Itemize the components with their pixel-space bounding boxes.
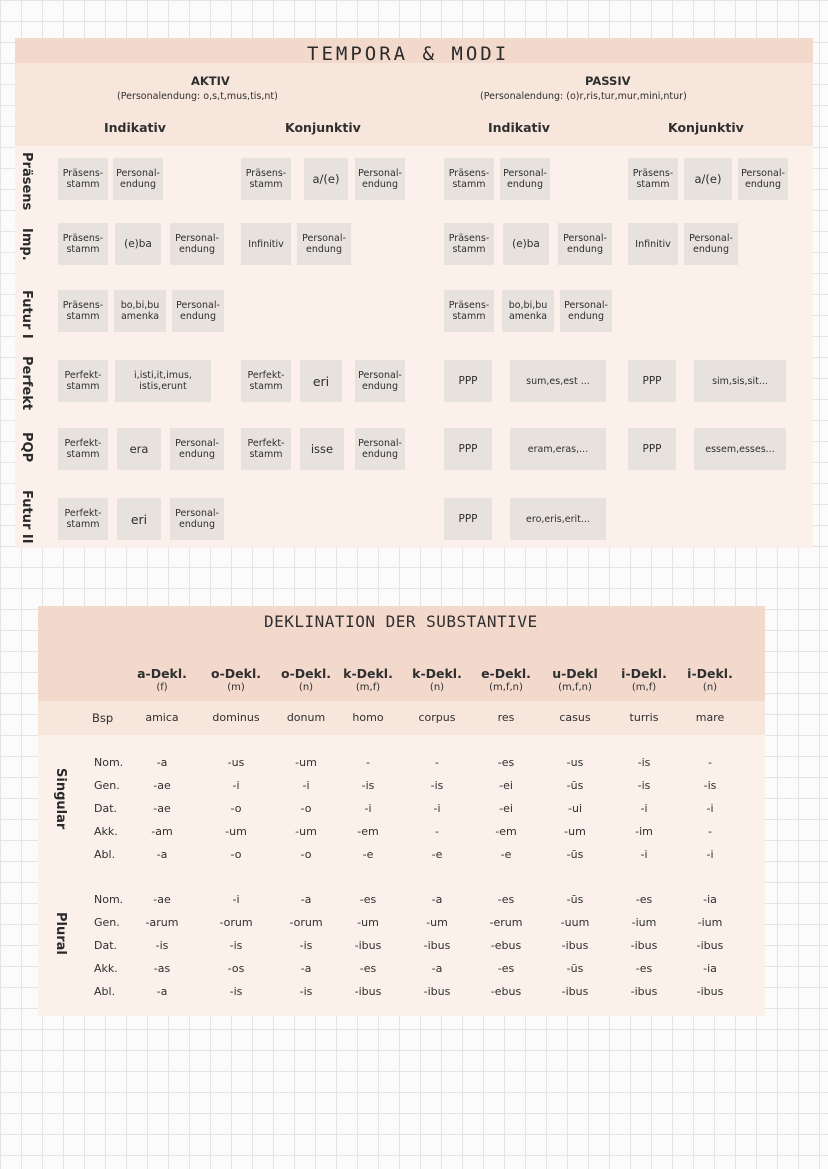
ending-cell: -ebus <box>490 985 522 998</box>
cell: Präsens-stamm <box>444 223 494 265</box>
ending-cell: -i <box>640 802 648 815</box>
cell: Personal-endung <box>170 223 224 265</box>
singular-case-label: Akk. <box>94 825 118 838</box>
column-genus: (n) <box>298 682 314 693</box>
pas-indikativ-heading: Indikativ <box>488 120 550 135</box>
ending-cell: -ae <box>153 893 171 906</box>
singular-case-label: Gen. <box>94 779 120 792</box>
cell: Präsens-stamm <box>444 290 494 332</box>
ending-cell: -ei <box>499 802 513 815</box>
ending-cell: -ibus <box>696 939 724 952</box>
cell: a/(e) <box>304 158 348 200</box>
ending-cell: -os <box>227 962 245 975</box>
ending-cell: -i <box>433 802 441 815</box>
ending-cell: -e <box>431 848 443 861</box>
cell: i,isti,it,imus, istis,erunt <box>115 360 211 402</box>
ending-cell: -um <box>357 916 379 929</box>
ending-cell: - <box>708 825 712 838</box>
cell: isse <box>300 428 344 470</box>
aktiv-label: AKTIV <box>191 74 230 88</box>
cell: PPP <box>444 428 492 470</box>
ending-cell: -ibus <box>423 985 451 998</box>
cell: Personal-endung <box>113 158 163 200</box>
cell: Personal-endung <box>560 290 612 332</box>
plural-case-label: Akk. <box>94 962 118 975</box>
cell: bo,bi,bu amenka <box>114 290 166 332</box>
ending-cell: -ūs <box>566 848 584 861</box>
ending-cell: -i <box>232 779 240 792</box>
plural-case-label: Dat. <box>94 939 118 952</box>
cell: Personal-endung <box>170 498 224 540</box>
ending-cell: -a <box>156 756 168 769</box>
ending-cell: -o <box>300 848 312 861</box>
cell: eri <box>300 360 342 402</box>
ending-cell: -am <box>151 825 173 838</box>
cell: Personal-endung <box>297 223 351 265</box>
ending-cell: -is <box>299 939 313 952</box>
ending-cell: -ium <box>631 916 657 929</box>
plural-label: Plural <box>53 912 68 955</box>
ending-cell: -ibus <box>561 985 589 998</box>
ending-cell: -uum <box>560 916 590 929</box>
tense-label-pqp: PQP <box>19 432 34 463</box>
ending-cell: -ae <box>153 802 171 815</box>
column-head: i-Dekl. <box>621 666 667 681</box>
cell: Präsens-stamm <box>628 158 678 200</box>
ending-cell: - <box>435 825 439 838</box>
singular-case-label: Dat. <box>94 802 118 815</box>
ending-cell: -i <box>232 893 240 906</box>
ending-cell: -is <box>229 985 243 998</box>
ending-cell: -um <box>225 825 247 838</box>
ending-cell: -ūs <box>566 893 584 906</box>
ending-cell: -im <box>635 825 653 838</box>
column-genus: (m) <box>227 682 245 693</box>
column-head: o-Dekl. <box>281 666 331 681</box>
ending-cell: -em <box>495 825 517 838</box>
ending-cell: -um <box>295 825 317 838</box>
ending-cell: -is <box>299 985 313 998</box>
cell: Präsens-stamm <box>444 158 494 200</box>
ending-cell: -is <box>703 779 717 792</box>
cell: era <box>117 428 161 470</box>
ending-cell: -i <box>302 779 310 792</box>
example-word: turris <box>629 711 659 724</box>
ending-cell: -o <box>300 802 312 815</box>
ending-cell: -as <box>153 962 171 975</box>
example-word: mare <box>695 711 725 724</box>
ending-cell: -a <box>431 893 443 906</box>
example-word: donum <box>286 711 326 724</box>
cell: Personal-endung <box>738 158 788 200</box>
ending-cell: -is <box>430 779 444 792</box>
cell: PPP <box>444 360 492 402</box>
deklination-title: DEKLINATION DER SUBSTANTIVE <box>264 612 538 631</box>
tense-label-futur1: Futur I <box>19 290 34 339</box>
column-genus: (f) <box>156 682 168 693</box>
ending-cell: -a <box>431 962 443 975</box>
cell: Personal-endung <box>500 158 550 200</box>
ending-cell: -ia <box>703 893 717 906</box>
cell: Perfekt-stamm <box>58 360 108 402</box>
cell: Infinitiv <box>628 223 678 265</box>
ending-cell: -i <box>364 802 372 815</box>
cell: PPP <box>444 498 492 540</box>
column-head: k-Dekl. <box>343 666 393 681</box>
ending-cell: -o <box>230 802 242 815</box>
ending-cell: -ibus <box>423 939 451 952</box>
bsp-label: Bsp <box>92 711 114 725</box>
ending-cell: -um <box>295 756 317 769</box>
column-head: i-Dekl. <box>687 666 733 681</box>
ending-cell: -es <box>359 962 377 975</box>
singular-case-label: Nom. <box>94 756 124 769</box>
singular-case-label: Abl. <box>94 848 116 861</box>
ending-cell: -us <box>227 756 245 769</box>
cell: (e)ba <box>503 223 549 265</box>
example-word: dominus <box>212 711 260 724</box>
ending-cell: -a <box>300 893 312 906</box>
cell: Perfekt-stamm <box>58 428 108 470</box>
column-genus: (m,f,n) <box>489 682 523 693</box>
ending-cell: -ium <box>697 916 723 929</box>
cell: Perfekt-stamm <box>241 428 291 470</box>
example-word: casus <box>559 711 591 724</box>
cell: a/(e) <box>684 158 732 200</box>
ending-cell: -ibus <box>561 939 589 952</box>
ending-cell: -ia <box>703 962 717 975</box>
ending-cell: - <box>366 756 370 769</box>
cell: Personal-endung <box>355 428 405 470</box>
cell: Perfekt-stamm <box>241 360 291 402</box>
ending-cell: -ei <box>499 779 513 792</box>
cell: Präsens-stamm <box>241 158 291 200</box>
plural-case-label: Abl. <box>94 985 116 998</box>
ending-cell: -i <box>706 848 714 861</box>
ending-cell: -ibus <box>354 939 382 952</box>
ending-cell: -arum <box>145 916 179 929</box>
ending-cell: -es <box>635 962 653 975</box>
column-genus: (m,f) <box>631 682 657 693</box>
ending-cell: -is <box>361 779 375 792</box>
example-word: homo <box>352 711 384 724</box>
ending-cell: - <box>708 756 712 769</box>
ending-cell: -ūs <box>566 962 584 975</box>
ending-cell: -orum <box>219 916 253 929</box>
ending-cell: -is <box>637 756 651 769</box>
cell: sum,es,est ... <box>510 360 606 402</box>
pas-konjunktiv-heading: Konjunktiv <box>668 120 744 135</box>
ending-cell: -ibus <box>696 985 724 998</box>
passiv-label: PASSIV <box>585 74 631 88</box>
cell: Personal-endung <box>172 290 224 332</box>
ending-cell: -ibus <box>354 985 382 998</box>
cell: ero,eris,erit... <box>510 498 606 540</box>
cell: Perfekt-stamm <box>58 498 108 540</box>
ending-cell: -ibus <box>630 985 658 998</box>
plural-case-label: Gen. <box>94 916 120 929</box>
ending-cell: - <box>435 756 439 769</box>
column-genus: (m,f,n) <box>558 682 592 693</box>
ending-cell: -a <box>156 848 168 861</box>
cell: Personal-endung <box>170 428 224 470</box>
column-genus: (m,f) <box>355 682 381 693</box>
cell: PPP <box>628 428 676 470</box>
ending-cell: -i <box>706 802 714 815</box>
cell: Personal-endung <box>355 158 405 200</box>
plural-case-label: Nom. <box>94 893 124 906</box>
ending-cell: -a <box>300 962 312 975</box>
ending-cell: -es <box>635 893 653 906</box>
aktiv-endings: (Personalendung: o,s,t,mus,tis,nt) <box>117 91 278 102</box>
example-word: res <box>497 711 515 724</box>
passiv-endings: (Personalendung: (o)r,ris,tur,mur,mini,ntur) <box>480 91 687 102</box>
cell: Präsens-stamm <box>58 223 108 265</box>
ending-cell: -e <box>362 848 374 861</box>
tense-label-futur2: Futur II <box>19 490 34 544</box>
ending-cell: -es <box>359 893 377 906</box>
ending-cell: -o <box>230 848 242 861</box>
ending-cell: -em <box>357 825 379 838</box>
ending-cell: -um <box>564 825 586 838</box>
ending-cell: -ui <box>568 802 582 815</box>
cell: Infinitiv <box>241 223 291 265</box>
column-head: u-Dekl <box>552 666 598 681</box>
example-word: corpus <box>418 711 456 724</box>
cell: Personal-endung <box>355 360 405 402</box>
ending-cell: -e <box>500 848 512 861</box>
ending-cell: -is <box>229 939 243 952</box>
column-head: o-Dekl. <box>211 666 261 681</box>
column-genus: (n) <box>429 682 445 693</box>
tempora-title: TEMPORA & MODI <box>307 43 510 65</box>
example-word: amica <box>145 711 179 724</box>
cell: eri <box>117 498 161 540</box>
ending-cell: -ae <box>153 779 171 792</box>
cell: PPP <box>628 360 676 402</box>
ending-cell: -um <box>426 916 448 929</box>
ending-cell: -ūs <box>566 779 584 792</box>
ending-cell: -is <box>637 779 651 792</box>
ending-cell: -ebus <box>490 939 522 952</box>
ending-cell: -es <box>497 962 515 975</box>
ending-cell: -us <box>566 756 584 769</box>
ending-cell: -es <box>497 893 515 906</box>
ending-cell: -is <box>155 939 169 952</box>
cell: bo,bi,bu amenka <box>502 290 554 332</box>
cell: sim,sis,sit... <box>694 360 786 402</box>
column-head: a-Dekl. <box>137 666 187 681</box>
cell: Präsens-stamm <box>58 158 108 200</box>
column-genus: (n) <box>702 682 718 693</box>
column-head: e-Dekl. <box>481 666 531 681</box>
cell: Personal-endung <box>684 223 738 265</box>
tense-label-imperfekt: Imp. <box>19 228 34 261</box>
ending-cell: -a <box>156 985 168 998</box>
ending-cell: -i <box>640 848 648 861</box>
cell: essem,esses... <box>694 428 786 470</box>
ending-cell: -ibus <box>630 939 658 952</box>
cell: Personal-endung <box>558 223 612 265</box>
singular-label: Singular <box>53 768 68 830</box>
ending-cell: -erum <box>489 916 523 929</box>
tense-label-praesens: Präsens <box>19 152 34 211</box>
akt-indikativ-heading: Indikativ <box>104 120 166 135</box>
cell: Präsens-stamm <box>58 290 108 332</box>
cell: (e)ba <box>115 223 161 265</box>
ending-cell: -orum <box>289 916 323 929</box>
tense-label-perfekt: Perfekt <box>19 356 34 411</box>
akt-konjunktiv-heading: Konjunktiv <box>285 120 361 135</box>
column-head: k-Dekl. <box>412 666 462 681</box>
ending-cell: -es <box>497 756 515 769</box>
cell: eram,eras,... <box>510 428 606 470</box>
